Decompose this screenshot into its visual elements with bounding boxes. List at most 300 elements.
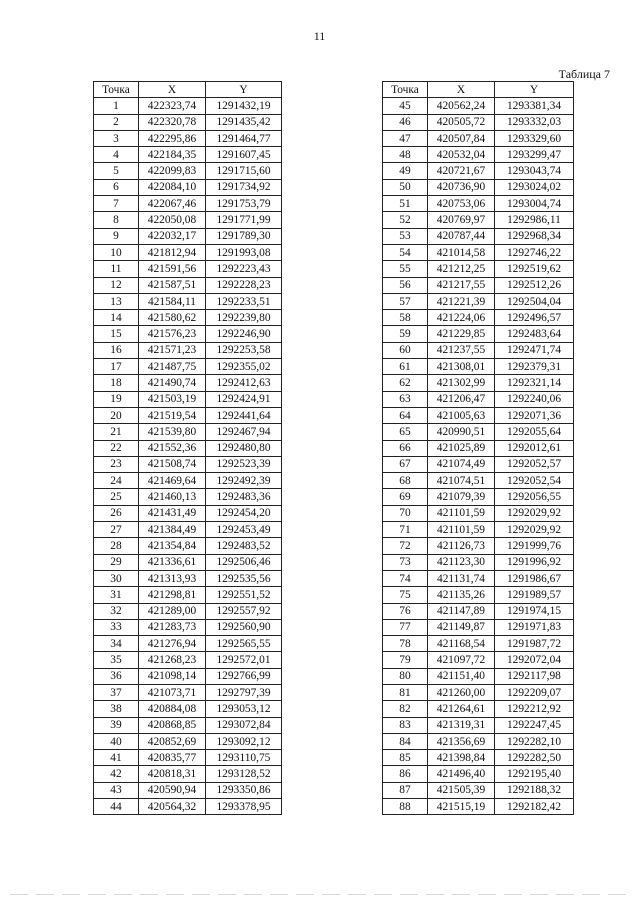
x-cell: 421812,94 (139, 244, 206, 260)
table-row (383, 98, 574, 114)
point-cell: 59 (383, 326, 428, 342)
point-cell: 15 (94, 326, 139, 342)
x-cell: 421135,26 (428, 587, 495, 603)
table-row (383, 473, 574, 489)
table-row (94, 375, 282, 391)
point-cell: 69 (383, 489, 428, 505)
x-cell: 420721,67 (428, 163, 495, 179)
table-row (383, 114, 574, 130)
table-row (383, 244, 574, 260)
x-cell: 420505,72 (428, 114, 495, 130)
table-row (383, 570, 574, 586)
table-row (94, 733, 282, 749)
coordinates-table-right (382, 81, 574, 815)
table-row (383, 587, 574, 603)
x-cell: 421131,74 (428, 570, 495, 586)
x-cell: 420753,06 (428, 196, 495, 212)
y-cell: 1293053,12 (206, 701, 282, 717)
x-cell: 421074,51 (428, 473, 495, 489)
table-row (383, 277, 574, 293)
header-point: Точка (94, 82, 139, 98)
point-cell: 28 (94, 538, 139, 554)
x-cell: 421580,62 (139, 310, 206, 326)
table-row (383, 766, 574, 782)
y-cell: 1291734,92 (206, 179, 282, 195)
y-cell: 1292246,90 (206, 326, 282, 342)
x-cell: 421519,54 (139, 407, 206, 423)
y-cell: 1292766,99 (206, 668, 282, 684)
table-row (94, 701, 282, 717)
y-cell: 1292117,98 (495, 668, 574, 684)
x-cell: 421302,99 (428, 375, 495, 391)
point-cell: 53 (383, 228, 428, 244)
point-cell: 3 (94, 130, 139, 146)
y-cell: 1292056,55 (495, 489, 574, 505)
table-row (94, 391, 282, 407)
y-cell: 1292239,80 (206, 310, 282, 326)
header-y: Y (495, 82, 574, 98)
point-cell: 8 (94, 212, 139, 228)
point-cell: 11 (94, 261, 139, 277)
y-cell: 1292228,23 (206, 277, 282, 293)
point-cell: 30 (94, 570, 139, 586)
point-cell: 63 (383, 391, 428, 407)
y-cell: 1292483,52 (206, 538, 282, 554)
x-cell: 421073,71 (139, 684, 206, 700)
table-row (94, 603, 282, 619)
x-cell: 421217,55 (428, 277, 495, 293)
y-cell: 1292523,39 (206, 456, 282, 472)
y-cell: 1292223,43 (206, 261, 282, 277)
point-cell: 78 (383, 636, 428, 652)
header-point: Точка (383, 82, 428, 98)
table-row (94, 440, 282, 456)
x-cell: 421097,72 (428, 652, 495, 668)
point-cell: 36 (94, 668, 139, 684)
table-row (94, 293, 282, 309)
y-cell: 1292182,42 (495, 799, 574, 815)
point-cell: 20 (94, 407, 139, 423)
y-cell: 1292055,64 (495, 424, 574, 440)
page-number: 11 (313, 29, 326, 43)
table-row (383, 424, 574, 440)
point-cell: 81 (383, 684, 428, 700)
y-cell: 1292233,51 (206, 293, 282, 309)
y-cell: 1293381,34 (495, 98, 574, 114)
table-row (383, 505, 574, 521)
y-cell: 1292240,06 (495, 391, 574, 407)
table-row (383, 717, 574, 733)
point-cell: 62 (383, 375, 428, 391)
x-cell: 421229,85 (428, 326, 495, 342)
point-cell: 85 (383, 750, 428, 766)
table-row (383, 799, 574, 815)
table-row (383, 147, 574, 163)
y-cell: 1292986,11 (495, 212, 574, 228)
point-cell: 55 (383, 261, 428, 277)
point-cell: 37 (94, 684, 139, 700)
point-cell: 1 (94, 98, 139, 114)
y-cell: 1293378,95 (206, 799, 282, 815)
table-row (383, 261, 574, 277)
point-cell: 41 (94, 750, 139, 766)
table-row (383, 212, 574, 228)
x-cell: 421431,49 (139, 505, 206, 521)
table-row (94, 326, 282, 342)
x-cell: 420532,04 (428, 147, 495, 163)
table-row (383, 179, 574, 195)
point-cell: 52 (383, 212, 428, 228)
y-cell: 1292424,91 (206, 391, 282, 407)
y-cell: 1292467,94 (206, 424, 282, 440)
point-cell: 38 (94, 701, 139, 717)
point-cell: 7 (94, 196, 139, 212)
table-row (94, 668, 282, 684)
x-cell: 420990,51 (428, 424, 495, 440)
x-cell: 421206,47 (428, 391, 495, 407)
y-cell: 1292209,07 (495, 684, 574, 700)
table-row (383, 359, 574, 375)
x-cell: 420736,90 (428, 179, 495, 195)
point-cell: 74 (383, 570, 428, 586)
point-cell: 24 (94, 473, 139, 489)
y-cell: 1292557,92 (206, 603, 282, 619)
table-row (383, 228, 574, 244)
table-row (94, 424, 282, 440)
point-cell: 43 (94, 782, 139, 798)
table-row (94, 522, 282, 538)
header-x: X (428, 82, 495, 98)
point-cell: 46 (383, 114, 428, 130)
x-cell: 421496,40 (428, 766, 495, 782)
point-cell: 73 (383, 554, 428, 570)
y-cell: 1293110,75 (206, 750, 282, 766)
point-cell: 17 (94, 359, 139, 375)
table-row (94, 782, 282, 798)
point-cell: 87 (383, 782, 428, 798)
x-cell: 421591,56 (139, 261, 206, 277)
x-cell: 421014,58 (428, 244, 495, 260)
x-cell: 421212,25 (428, 261, 495, 277)
y-cell: 1293332,03 (495, 114, 574, 130)
y-cell: 1292355,02 (206, 359, 282, 375)
y-cell: 1292519,62 (495, 261, 574, 277)
point-cell: 45 (383, 98, 428, 114)
point-cell: 57 (383, 293, 428, 309)
x-cell: 421098,14 (139, 668, 206, 684)
y-cell: 1292012,61 (495, 440, 574, 456)
table-row (383, 342, 574, 358)
point-cell: 71 (383, 522, 428, 538)
x-cell: 421268,23 (139, 652, 206, 668)
y-cell: 1292454,20 (206, 505, 282, 521)
table-row (94, 342, 282, 358)
point-cell: 60 (383, 342, 428, 358)
x-cell: 421571,23 (139, 342, 206, 358)
point-cell: 79 (383, 652, 428, 668)
table-row (94, 261, 282, 277)
x-cell: 421168,54 (428, 636, 495, 652)
table-row (383, 750, 574, 766)
y-cell: 1293072,84 (206, 717, 282, 733)
table-caption: Таблица 7 (558, 67, 610, 81)
y-cell: 1292029,92 (495, 505, 574, 521)
point-cell: 76 (383, 603, 428, 619)
table-row (383, 310, 574, 326)
x-cell: 421237,55 (428, 342, 495, 358)
y-cell: 1291989,57 (495, 587, 574, 603)
table-row (383, 733, 574, 749)
x-cell: 420562,24 (428, 98, 495, 114)
table-row (94, 359, 282, 375)
table-row (383, 684, 574, 700)
y-cell: 1291987,72 (495, 636, 574, 652)
point-cell: 33 (94, 619, 139, 635)
x-cell: 421576,23 (139, 326, 206, 342)
point-cell: 48 (383, 147, 428, 163)
y-cell: 1292052,54 (495, 473, 574, 489)
x-cell: 420818,31 (139, 766, 206, 782)
x-cell: 422320,78 (139, 114, 206, 130)
table-row (94, 407, 282, 423)
point-cell: 23 (94, 456, 139, 472)
y-cell: 1292212,92 (495, 701, 574, 717)
table-row (94, 554, 282, 570)
y-cell: 1291715,60 (206, 163, 282, 179)
y-cell: 1292282,50 (495, 750, 574, 766)
x-cell: 422323,74 (139, 98, 206, 114)
x-cell: 421264,61 (428, 701, 495, 717)
y-cell: 1291974,15 (495, 603, 574, 619)
table-row (94, 619, 282, 635)
y-cell: 1292188,32 (495, 782, 574, 798)
y-cell: 1292071,36 (495, 407, 574, 423)
table-row (94, 717, 282, 733)
header-x: X (139, 82, 206, 98)
y-cell: 1292247,45 (495, 717, 574, 733)
table-header-row (94, 82, 282, 98)
point-cell: 34 (94, 636, 139, 652)
x-cell: 421276,94 (139, 636, 206, 652)
point-cell: 88 (383, 799, 428, 815)
y-cell: 1292379,31 (495, 359, 574, 375)
table-row (94, 570, 282, 586)
x-cell: 421221,39 (428, 293, 495, 309)
x-cell: 421025,89 (428, 440, 495, 456)
y-cell: 1292565,55 (206, 636, 282, 652)
point-cell: 67 (383, 456, 428, 472)
point-cell: 29 (94, 554, 139, 570)
point-cell: 82 (383, 701, 428, 717)
point-cell: 25 (94, 489, 139, 505)
table-row (383, 782, 574, 798)
point-cell: 49 (383, 163, 428, 179)
x-cell: 421508,74 (139, 456, 206, 472)
point-cell: 75 (383, 587, 428, 603)
y-cell: 1291464,77 (206, 130, 282, 146)
x-cell: 421587,51 (139, 277, 206, 293)
point-cell: 4 (94, 147, 139, 163)
x-cell: 420507,84 (428, 130, 495, 146)
point-cell: 32 (94, 603, 139, 619)
point-cell: 42 (94, 766, 139, 782)
table-row (94, 212, 282, 228)
x-cell: 421101,59 (428, 522, 495, 538)
table-row (383, 293, 574, 309)
x-cell: 421126,73 (428, 538, 495, 554)
y-cell: 1292480,80 (206, 440, 282, 456)
table-row (383, 407, 574, 423)
point-cell: 27 (94, 522, 139, 538)
x-cell: 421005,63 (428, 407, 495, 423)
y-cell: 1292572,01 (206, 652, 282, 668)
y-cell: 1292483,36 (206, 489, 282, 505)
x-cell: 421552,36 (139, 440, 206, 456)
x-cell: 421313,93 (139, 570, 206, 586)
point-cell: 13 (94, 293, 139, 309)
point-cell: 54 (383, 244, 428, 260)
x-cell: 421151,40 (428, 668, 495, 684)
x-cell: 421384,49 (139, 522, 206, 538)
point-cell: 86 (383, 766, 428, 782)
y-cell: 1292506,46 (206, 554, 282, 570)
point-cell: 19 (94, 391, 139, 407)
table-row (383, 196, 574, 212)
x-cell: 422032,17 (139, 228, 206, 244)
x-cell: 421260,00 (428, 684, 495, 700)
x-cell: 421224,06 (428, 310, 495, 326)
x-cell: 420884,08 (139, 701, 206, 717)
y-cell: 1292471,74 (495, 342, 574, 358)
point-cell: 47 (383, 130, 428, 146)
table-row (383, 440, 574, 456)
x-cell: 421101,59 (428, 505, 495, 521)
x-cell: 422084,10 (139, 179, 206, 195)
x-cell: 421149,87 (428, 619, 495, 635)
point-cell: 12 (94, 277, 139, 293)
y-cell: 1293043,74 (495, 163, 574, 179)
point-cell: 84 (383, 733, 428, 749)
table-row (94, 489, 282, 505)
y-cell: 1292492,39 (206, 473, 282, 489)
point-cell: 66 (383, 440, 428, 456)
y-cell: 1293329,60 (495, 130, 574, 146)
table-row (94, 587, 282, 603)
x-cell: 421289,00 (139, 603, 206, 619)
y-cell: 1291432,19 (206, 98, 282, 114)
y-cell: 1292496,57 (495, 310, 574, 326)
table-row (383, 619, 574, 635)
x-cell: 422184,35 (139, 147, 206, 163)
table-row (383, 130, 574, 146)
x-cell: 421503,19 (139, 391, 206, 407)
coordinates-table-left (93, 81, 282, 815)
point-cell: 65 (383, 424, 428, 440)
y-cell: 1291993,08 (206, 244, 282, 260)
table-row (94, 179, 282, 195)
table-row (94, 310, 282, 326)
point-cell: 14 (94, 310, 139, 326)
y-cell: 1292441,64 (206, 407, 282, 423)
point-cell: 80 (383, 668, 428, 684)
x-cell: 420564,32 (139, 799, 206, 815)
x-cell: 421398,84 (428, 750, 495, 766)
table-row (94, 473, 282, 489)
table-row (383, 163, 574, 179)
x-cell: 422295,86 (139, 130, 206, 146)
point-cell: 16 (94, 342, 139, 358)
point-cell: 35 (94, 652, 139, 668)
point-cell: 10 (94, 244, 139, 260)
point-cell: 61 (383, 359, 428, 375)
x-cell: 421354,84 (139, 538, 206, 554)
y-cell: 1291771,99 (206, 212, 282, 228)
y-cell: 1292746,22 (495, 244, 574, 260)
table-body (383, 98, 574, 815)
point-cell: 40 (94, 733, 139, 749)
table-row (383, 326, 574, 342)
y-cell: 1292551,52 (206, 587, 282, 603)
table-row (94, 114, 282, 130)
table-row (383, 375, 574, 391)
point-cell: 31 (94, 587, 139, 603)
point-cell: 9 (94, 228, 139, 244)
table-row (94, 538, 282, 554)
x-cell: 422067,46 (139, 196, 206, 212)
x-cell: 421123,30 (428, 554, 495, 570)
point-cell: 44 (94, 799, 139, 815)
y-cell: 1293128,52 (206, 766, 282, 782)
table-row (94, 244, 282, 260)
y-cell: 1292504,04 (495, 293, 574, 309)
y-cell: 1292052,57 (495, 456, 574, 472)
table-row (383, 538, 574, 554)
table-row (94, 228, 282, 244)
point-cell: 21 (94, 424, 139, 440)
table-row (94, 684, 282, 700)
table-row (383, 636, 574, 652)
table-row (94, 147, 282, 163)
x-cell: 421469,64 (139, 473, 206, 489)
x-cell: 421298,81 (139, 587, 206, 603)
y-cell: 1293299,47 (495, 147, 574, 163)
point-cell: 56 (383, 277, 428, 293)
point-cell: 22 (94, 440, 139, 456)
x-cell: 422050,08 (139, 212, 206, 228)
y-cell: 1291999,76 (495, 538, 574, 554)
y-cell: 1291607,45 (206, 147, 282, 163)
x-cell: 421487,75 (139, 359, 206, 375)
table-row (383, 489, 574, 505)
x-cell: 421539,80 (139, 424, 206, 440)
x-cell: 421336,61 (139, 554, 206, 570)
point-cell: 83 (383, 717, 428, 733)
x-cell: 421356,69 (428, 733, 495, 749)
x-cell: 421147,89 (428, 603, 495, 619)
y-cell: 1293092,12 (206, 733, 282, 749)
table-row (94, 163, 282, 179)
x-cell: 421319,31 (428, 717, 495, 733)
point-cell: 72 (383, 538, 428, 554)
table-row (383, 456, 574, 472)
y-cell: 1291996,92 (495, 554, 574, 570)
x-cell: 420852,69 (139, 733, 206, 749)
point-cell: 58 (383, 310, 428, 326)
table-row (383, 554, 574, 570)
table-row (383, 603, 574, 619)
y-cell: 1291789,30 (206, 228, 282, 244)
x-cell: 421584,11 (139, 293, 206, 309)
